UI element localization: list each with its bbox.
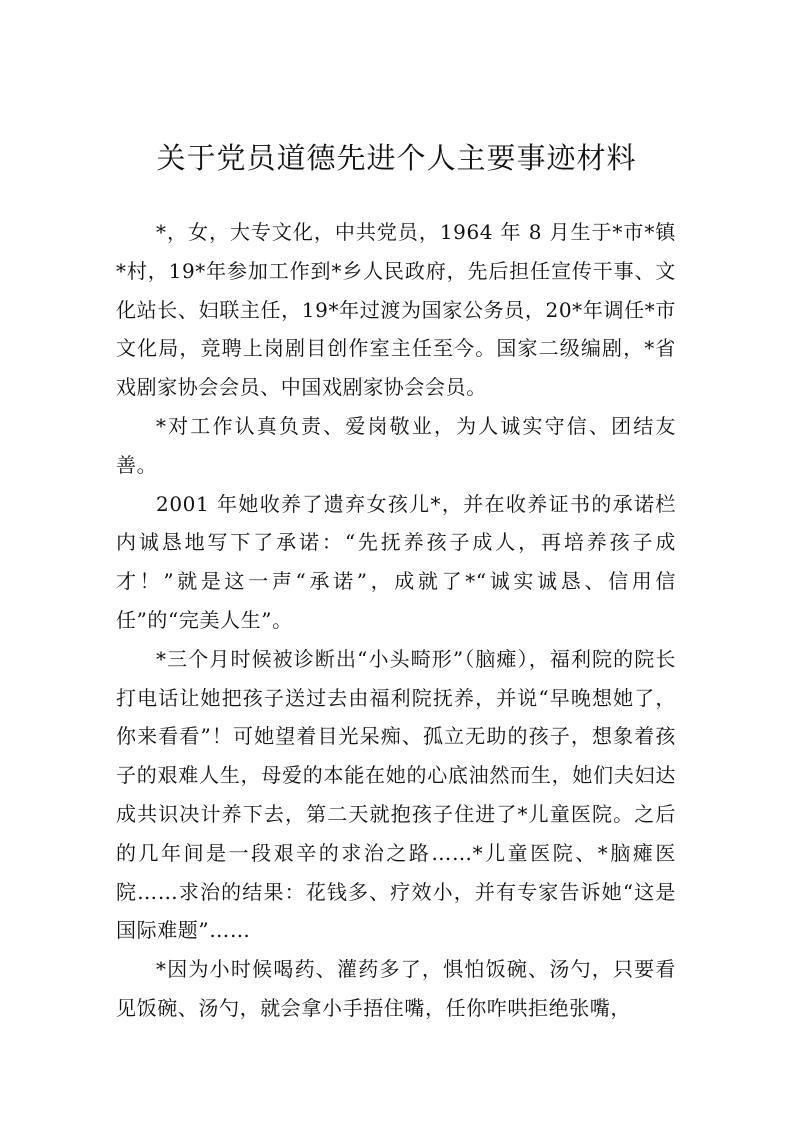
paragraph: *三个月时候被诊断出“小头畸形”（脑瘫），福利院的院长打电话让她把孩子送过去由福利院抚养，并说“早晚想她了，你来看看”！可她望着目光呆痴、孤立无助的孩子，想象着孩子的艰难人生，母爱的本能在她的心底油然而生，她们夫妇达成共识决计养下去，第二天就抱孩子住进了*儿童医院。之后的几年间是一段艰辛的求治之路……*儿童医院、*脑瘫医院……求治的结果：花钱多、疗效小，并有专家告诉她“这是国际难题”…… (116, 646, 676, 943)
document-body (116, 213, 676, 1028)
paragraph: *，女，大专文化，中共党员，1964 年 8 月生于*市*镇*村，19*年参加工作到*乡人民政府，先后担任宣传干事、文化站长、妇联主任，19*年过渡为国家公务员，20*年调任*市文化局，竞聘上岗剧目创作室主任至今。国家二级编剧，*省戏剧家协会会员、中国戏剧家协会会员。 (116, 220, 676, 400)
paragraph: 2001 年她收养了遗弃女孩儿*，并在收养证书的承诺栏内诚恳地写下了承诺：“先抚养孩子成人，再培养孩子成才！”就是这一声“承诺”，成就了*“诚实诚恳、信用信任”的“完美人生”。 (116, 491, 676, 632)
paragraph: *因为小时候喝药、灌药多了，惧怕饭碗、汤勺，只要看见饭碗、汤勺，就会拿小手捂住嘴，任你咋哄拒绝张嘴， (116, 957, 676, 1020)
document-title: 关于党员道德先进个人主要事迹材料 (156, 141, 637, 175)
paragraph: *对工作认真负责、爱岗敬业，为人诚实守信、团结友善。 (116, 413, 676, 477)
